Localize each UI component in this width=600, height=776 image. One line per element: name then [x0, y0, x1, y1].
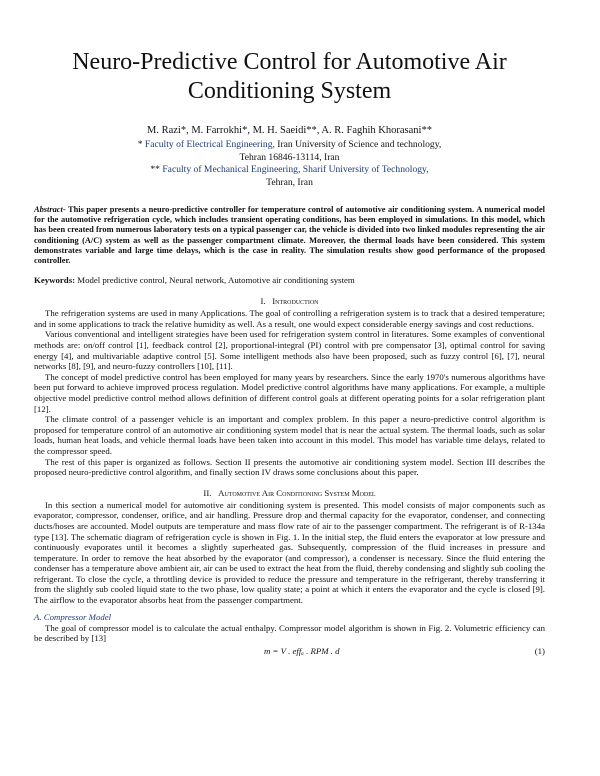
abstract-text: - This paper presents a neuro-predictive controller for temperature control of automotive air conditioning system. A numerical model for the automotive refrigeration cycle, which includes transient operating conditions, has been employed in simulations. In this model, which has been created from numerous laboratory tests on a typical passenger car, the vehicle is divided into two linked modules representing the air conditioning (A/C) system as well as the passenger compartment climate. Moreover, the thermal loads have been considered. This system demonstrates variable and large time delays, which is the case in reality. The simulation results show good performance of the proposed controller.	[34, 205, 545, 266]
paragraph: Various conventional and intelligent strategies have been used for refrigeration system control in literatures. Some examples of conventional methods are: on/off control [1], feedback control [2], proportional-integral (PI) control with pre compensator [3], optimal control for saving energy [4], and multivariable adaptive control [5]. Some intelligent methods also have been proposed, such as fuzzy control [6], [7], neural networks [8], [9], and neuro-fuzzy controllers [10], [11].	[34, 329, 545, 372]
section-number: II.	[203, 487, 212, 498]
affiliation-line-1	[34, 139, 545, 152]
affiliation-rest: Tehran, Iran	[266, 176, 313, 188]
paragraph: The goal of compressor model is to calculate the actual enthalpy. Compressor model algorithm is shown in Fig. 2. Volumetric efficiency can be described by [13]	[34, 622, 545, 644]
author-list: M. Razi*, M. Farrokhi*, M. H. Saeidi**, A. R. Faghih Khorasani**	[147, 125, 432, 136]
abstract-label: Abstract	[34, 205, 63, 214]
section-title: Automotive Air Conditioning System Model	[218, 487, 376, 498]
affiliation-line-2	[34, 152, 545, 165]
subsection-heading: A. Compressor Model	[34, 611, 112, 622]
paragraph: The concept of model predictive control has been employed for many years by researchers. Since the early 1970's numerous algorithms have been put forward to achieve improved process regulation. Model predictive control algorithms have many applications. For example, a multiple objective model predictive control method allows definition of different control goals at different operating points for a solar refrigeration plant [12].	[34, 371, 545, 414]
section-heading-introduction	[34, 296, 545, 307]
affiliation-mark: *	[137, 139, 145, 150]
affiliation-line-4	[34, 177, 545, 190]
keywords	[34, 275, 545, 286]
paragraph: In this section a numerical model for automotive air conditioning system is presented. This model consists of major components such as evaporator, compressor, condenser, orifice, and air handling. Pressure drop and thermal capacity for the evaporator, condenser, and connecting ducts/hoses are accounted. Model outputs are temperature and mass flow rate of air to the passenger compartment. The refrigerant is of R-134a type [13]. The schematic diagram of refrigeration cycle is shown in Fig. 1. In the initial step, the fluid enters the evaporator at low pressure and continuously evaporates until it becomes a slightly superheated gas. Subsequently, compression of the fluid increases in pressure and temperature. In order to remove the heat absorbed by the evaporator (and compressor), a condenser is necessary. Since the fluid entering the condenser has a temperature above ambient air, air can be used to extract the heat from the fluid, thereby condensing and slightly sub cooling the refrigerant. To close the cycle, a throttling device is provided to reduce the pressure and temperature in the refrigerant, thereby transferring it from the slightly sub cooled liquid state to the two phase, low quality state; a point at which it enters the evaporator and the cycle is closed [9]. The airflow to the evaporator absorbs heat from the passenger compartment.	[34, 499, 545, 606]
affiliation-org: Faculty of Electrical Engineering,	[144, 139, 275, 150]
paper-title: Neuro-Predictive Control for Automotive Air Conditioning System	[72, 49, 507, 104]
section-title: Introduction	[272, 296, 319, 307]
equation-number: (1)	[534, 645, 545, 656]
affiliation-rest: Tehran 16846-13114, Iran	[239, 151, 340, 163]
keywords-text: Model predictive control, Neural network, Automotive air conditioning system	[75, 275, 355, 286]
affiliation-rest: Iran University of Science and technology,	[274, 139, 442, 150]
abstract	[34, 205, 545, 266]
keywords-label: Keywords:	[34, 275, 76, 286]
section-number: I.	[260, 296, 266, 307]
equation-1	[34, 645, 545, 658]
section-heading-model	[34, 488, 545, 499]
equation-expression: m = V . effₐ . RPM . d	[264, 645, 340, 656]
affiliation-line-3	[34, 164, 545, 177]
affiliation-org: Faculty of Mechanical Engineering, Sharif University of Technology,	[162, 164, 429, 175]
paragraph: The rest of this paper is organized as follows. Section II presents the automotive air conditioning system model. Section III describes the proposed neuro-predictive control algorithm, and finally section IV draws some conclusions about this paper.	[34, 456, 545, 478]
paragraph: The climate control of a passenger vehicle is an important and complex problem. In this paper a neuro-predictive control algorithm is proposed for temperature control of an automotive air conditioning system model that is near the actual system. The thermal loads, such as solar loads, human heat loads, and vehicle thermal loads have been taken into account in this model. This model has variable time delays, related to the compressor speed.	[34, 414, 545, 456]
paragraph: The refrigeration systems are used in many Applications. The goal of controlling a refrigeration system is to track that a desired temperature; and in some applications to track the relative humidity as well. As a result, one would expect considerable energy savings and cost reductions.	[34, 308, 545, 329]
affiliation-mark: **	[150, 164, 163, 175]
